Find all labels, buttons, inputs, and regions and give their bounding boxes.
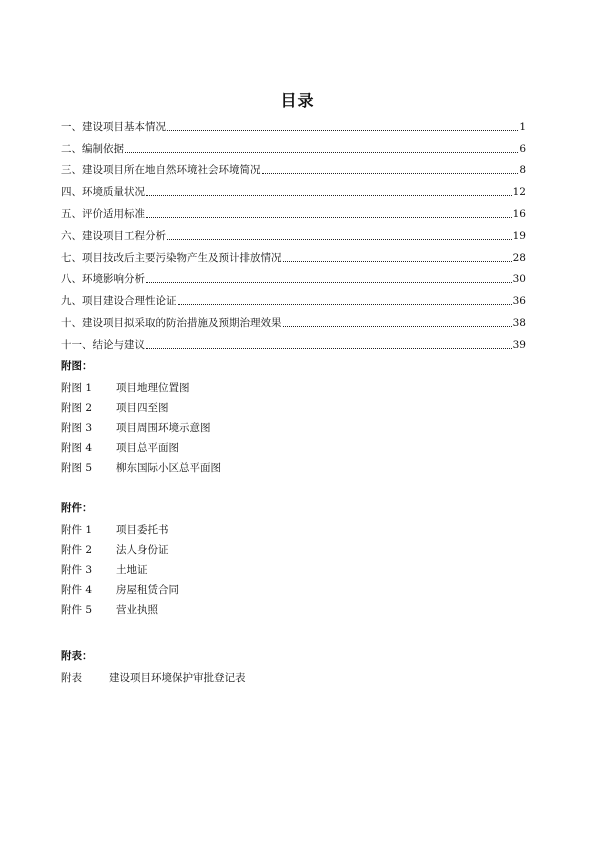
table-of-contents: [61, 112, 526, 352]
toc-entry[interactable]: [61, 308, 526, 330]
figure-item[interactable]: [61, 440, 526, 460]
toc-entry[interactable]: [61, 156, 526, 178]
attachment-item[interactable]: [61, 582, 526, 602]
figure-item[interactable]: [61, 460, 526, 480]
attachment-number: 附件 2: [61, 544, 93, 556]
toc-entry-page: 38: [512, 316, 526, 329]
toc-entry-page: 6: [519, 142, 526, 155]
tables-heading: 附表：: [61, 650, 93, 662]
dot-leader: [146, 282, 512, 283]
dot-leader: [167, 239, 512, 240]
figure-title: 柳东国际小区总平面图: [116, 462, 221, 474]
attachment-item[interactable]: [61, 522, 526, 542]
toc-entry-label: 五、评价适用标准: [61, 207, 145, 220]
toc-entry[interactable]: [61, 112, 526, 134]
figure-number: 附图 3: [61, 422, 93, 434]
dot-leader: [283, 326, 512, 327]
toc-entry-label: 六、建设项目工程分析: [61, 229, 166, 242]
attachment-item[interactable]: [61, 542, 526, 562]
toc-entry-page: 19: [512, 229, 526, 242]
figure-title: 项目总平面图: [116, 442, 179, 454]
attachment-item[interactable]: [61, 602, 526, 622]
figure-number: 附图 4: [61, 442, 93, 454]
table-number: 附表: [61, 672, 82, 684]
figure-title: 项目四至图: [116, 402, 169, 414]
dot-leader: [283, 261, 512, 262]
table-title: 建设项目环境保护审批登记表: [109, 672, 246, 684]
figures-section: [61, 358, 526, 480]
toc-entry[interactable]: [61, 265, 526, 287]
dot-leader: [146, 348, 512, 349]
dot-leader: [178, 304, 512, 305]
toc-entry[interactable]: [61, 330, 526, 352]
dot-leader: [146, 217, 512, 218]
tables-section: [61, 648, 526, 690]
figure-title: 项目地理位置图: [116, 382, 190, 394]
figure-item[interactable]: [61, 400, 526, 420]
toc-entry[interactable]: [61, 177, 526, 199]
attachment-number: 附件 4: [61, 584, 93, 596]
toc-entry-label: 三、建设项目所在地自然环境社会环境简况: [61, 164, 261, 177]
toc-entry[interactable]: [61, 286, 526, 308]
attachment-item[interactable]: [61, 562, 526, 582]
toc-entry-page: 39: [512, 338, 526, 351]
attachments-heading: 附件：: [61, 502, 93, 514]
toc-entry-label: 十、建设项目拟采取的防治措施及预期治理效果: [61, 316, 282, 329]
toc-entry[interactable]: [61, 134, 526, 156]
table-item[interactable]: [61, 670, 526, 690]
toc-entry-page: 1: [519, 120, 526, 133]
figure-number: 附图 1: [61, 382, 93, 394]
toc-entry-page: 12: [512, 186, 526, 199]
toc-entry-page: 8: [519, 164, 526, 177]
toc-entry-label: 十一、结论与建议: [61, 338, 145, 351]
figure-item[interactable]: [61, 420, 526, 440]
attachment-number: 附件 5: [61, 604, 93, 616]
toc-entry-label: 二、编制依据: [61, 142, 124, 155]
dot-leader: [262, 173, 519, 174]
attachment-title: 土地证: [116, 564, 148, 576]
toc-entry[interactable]: [61, 243, 526, 265]
toc-entry-label: 九、项目建设合理性论证: [61, 295, 177, 308]
figures-heading: 附图：: [61, 360, 93, 372]
toc-entry-label: 七、项目技改后主要污染物产生及预计排放情况: [61, 251, 282, 264]
attachment-number: 附件 1: [61, 524, 93, 536]
dot-leader: [167, 130, 518, 131]
toc-entry-page: 28: [512, 251, 526, 264]
toc-entry[interactable]: [61, 221, 526, 243]
toc-entry-page: 36: [512, 295, 526, 308]
attachment-title: 房屋租赁合同: [116, 584, 179, 596]
figure-number: 附图 2: [61, 402, 93, 414]
attachments-section: [61, 500, 526, 622]
attachment-title: 法人身份证: [116, 544, 169, 556]
toc-entry-label: 一、建设项目基本情况: [61, 120, 166, 133]
attachment-title: 项目委托书: [116, 524, 169, 536]
figure-title: 项目周围环境示意图: [116, 422, 211, 434]
toc-entry-label: 四、环境质量状况: [61, 186, 145, 199]
figure-item[interactable]: [61, 380, 526, 400]
page-title: 目录: [280, 91, 315, 110]
figure-number: 附图 5: [61, 462, 93, 474]
attachment-title: 营业执照: [116, 604, 158, 616]
attachment-number: 附件 3: [61, 564, 93, 576]
dot-leader: [125, 152, 518, 153]
toc-entry-label: 八、环境影响分析: [61, 273, 145, 286]
toc-entry[interactable]: [61, 199, 526, 221]
toc-entry-page: 30: [512, 273, 526, 286]
dot-leader: [146, 195, 512, 196]
toc-entry-page: 16: [512, 207, 526, 220]
